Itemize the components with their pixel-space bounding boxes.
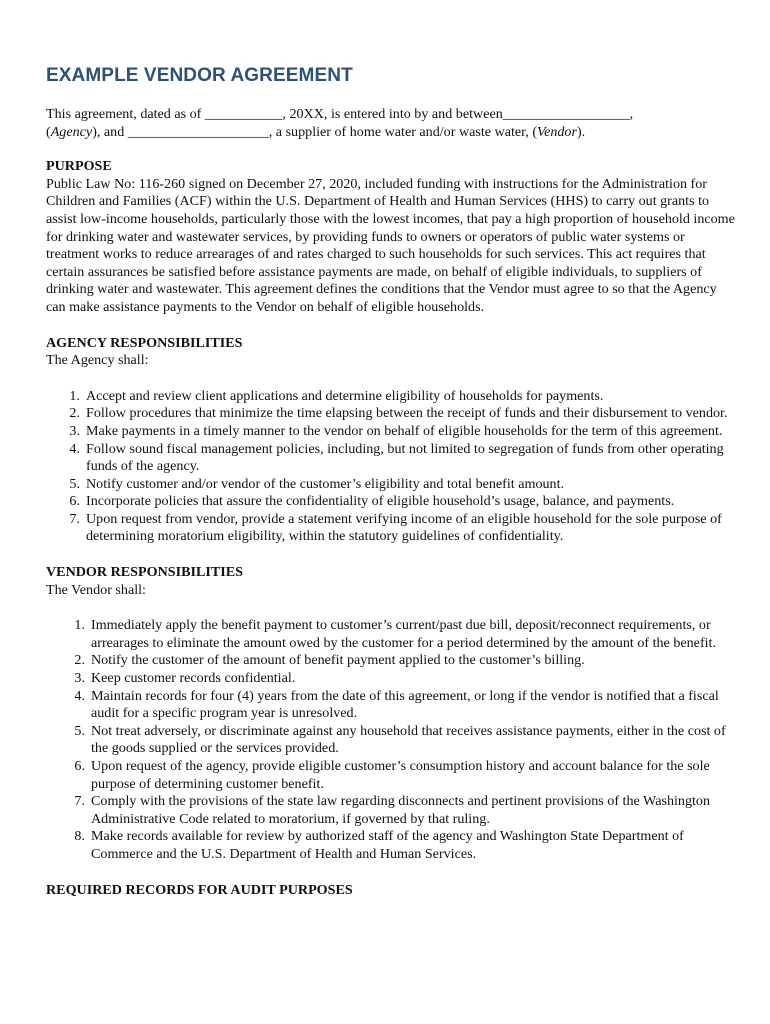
list-item [46, 670, 736, 688]
intro-line-2-middle: ), and ____________________, a supplier of home water and/or waste water, ( [92, 123, 538, 140]
list-number: 6. [74, 758, 85, 774]
list-number: 4. [74, 687, 85, 704]
list-text: Accept and review client applications and determine eligibility of households for payments. [86, 387, 604, 404]
list-number: 2. [69, 405, 80, 422]
vendor-term: Vendor [537, 123, 577, 140]
purpose-text: Public Law No: 116-260 signed on December 27, 2020, included funding with instructions for the Administration for Children and Families (ACF) within the U.S. Department of Health and Human Services (HHS) to carry out grants to assist low-income households, particularly those with the lowest incomes, that pay a high proportion of household income for drinking water and wastewater services, by providing funds to owners or operators of public water systems or treatment works to reduce arrearages of and rates charged to such households for such services. This act requires that certain assurances be satisfied before assistance payments are made, on behalf of eligible individuals, to suppliers of drinking water and wastewater. This agreement defines the conditions that the Vendor must agree to so that the Agency can make assistance payments to the Vendor on behalf of eligible households. [46, 175, 735, 315]
list-text: Incorporate policies that assure the confidentiality of eligible household’s usage, balance, and payments. [86, 493, 675, 510]
list-item [46, 423, 736, 441]
list-number: 6. [69, 493, 80, 510]
intro-paragraph [46, 106, 736, 141]
list-text: Make payments in a timely manner to the vendor on behalf of eligible households for the term of this agreement. [86, 422, 723, 439]
list-text: Maintain records for four (4) years from the date of this agreement, or long if the vendor is notified that a fiscal audit for a specific program year is unresolved. [91, 687, 719, 722]
purpose-heading: PURPOSE [46, 158, 112, 175]
list-number: 2. [74, 652, 85, 669]
list-item [46, 758, 736, 793]
document-title: EXAMPLE VENDOR AGREEMENT [46, 65, 353, 86]
list-number: 7. [74, 793, 85, 810]
intro-line-2 [46, 124, 736, 142]
list-text: Upon request from vendor, provide a statement verifying income of an eligible household for the sole purpose of determining moratorium eligibility, within the statutory guidelines of confidentiality. [86, 510, 722, 545]
list-item [46, 723, 736, 758]
list-number: 1. [69, 387, 80, 404]
agency-term: Agency [50, 123, 93, 140]
list-number: 5. [69, 475, 80, 492]
list-text: Follow procedures that minimize the time elapsing between the receipt of funds and their disbursement to vendor. [86, 405, 728, 422]
audit-heading: REQUIRED RECORDS FOR AUDIT PURPOSES [46, 881, 353, 898]
intro-line-2-close: ). [576, 123, 586, 140]
list-number: 4. [69, 440, 80, 457]
agency-responsibilities-list [46, 388, 736, 546]
list-item [46, 828, 736, 863]
list-number: 3. [69, 422, 80, 439]
list-number: 5. [74, 722, 85, 739]
intro-line-1: This agreement, dated as of ___________, 20XX, is entered into by and between__________________, [46, 106, 634, 122]
list-item [46, 476, 736, 494]
list-text: Notify customer and/or vendor of the customer’s eligibility and total benefit amount. [86, 475, 565, 492]
list-text: Not treat adversely, or discriminate against any household that receives assistance payments, either in the cost of the goods supplied or the services provided. [91, 722, 726, 757]
agency-heading: AGENCY RESPONSIBILITIES [46, 334, 243, 351]
vendor-lead: The Vendor shall: [46, 581, 146, 598]
list-number: 8. [74, 828, 85, 845]
agency-lead: The Agency shall: [46, 352, 149, 369]
list-item [46, 511, 736, 546]
list-item [46, 405, 736, 423]
vendor-responsibilities-list [46, 617, 736, 863]
list-text: Upon request of the agency, provide eligible customer’s consumption history and account balance for the sole purpose of determining customer benefit. [91, 758, 710, 792]
intro-line-2-open: ( [46, 123, 51, 140]
list-item [46, 688, 736, 723]
list-number: 3. [74, 670, 85, 687]
list-number: 7. [69, 510, 80, 527]
list-text: Comply with the provisions of the state law regarding disconnects and pertinent provisions of the Washington Administrative Code related to moratorium, if governed by that ruling. [91, 793, 711, 827]
list-item [46, 388, 736, 406]
list-item [46, 617, 736, 652]
list-item [46, 493, 736, 511]
list-number: 1. [74, 617, 85, 634]
list-item [46, 793, 736, 828]
list-text: Make records available for review by authorized staff of the agency and Washington State Department of Commerce and the U.S. Department of Health and Human Services. [91, 828, 684, 862]
list-text: Follow sound fiscal management policies, including, but not limited to segregation of funds from other operating funds of the agency. [86, 440, 724, 475]
list-item [46, 652, 736, 670]
list-text: Keep customer records confidential. [91, 670, 296, 687]
list-text: Immediately apply the benefit payment to customer’s current/past due bill, deposit/reconnect requirements, or arrearages to eliminate the amount owed by the customer for a period determined by the amount of the benefit. [91, 617, 716, 651]
vendor-heading: VENDOR RESPONSIBILITIES [46, 564, 243, 581]
list-item [46, 441, 736, 476]
list-text: Notify the customer of the amount of benefit payment applied to the customer’s billing. [91, 652, 585, 669]
document-page [46, 64, 736, 899]
